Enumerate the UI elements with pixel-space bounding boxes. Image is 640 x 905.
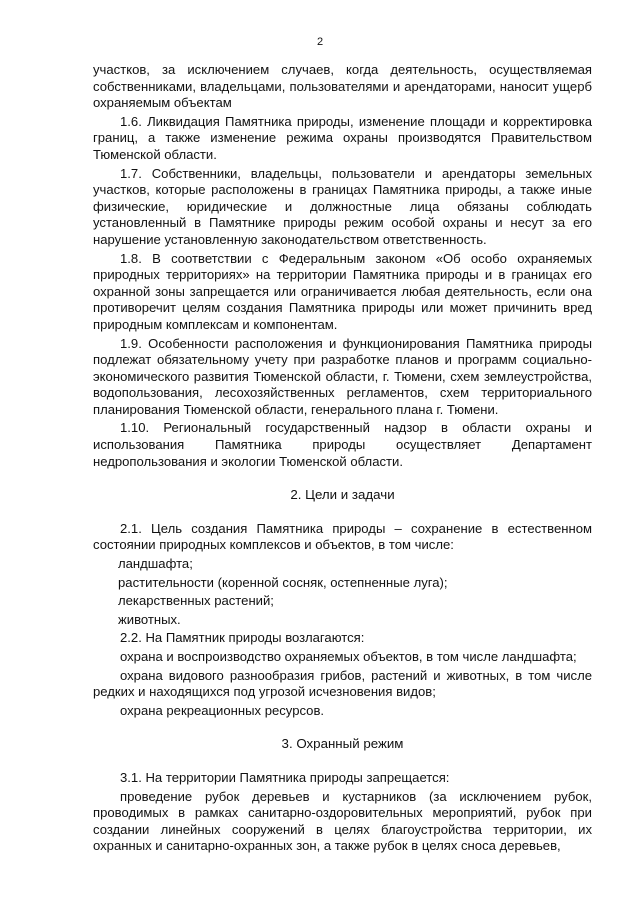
goal-item: ландшафта;	[118, 556, 193, 572]
task-item: охрана рекреационных ресурсов.	[120, 702, 325, 718]
task-item: охрана и воспроизводство охраняемых объектов, в том числе ландшафта;	[120, 649, 577, 664]
document-body	[93, 62, 592, 857]
paragraph-1-9: 1.9. Особенности расположения и функционирования Памятника природы подлежат обязательному учету при разработке планов и программ социально-экономического развития Тюменской области, г. Тюмени, схем землеустройства, водопользования, лесохозяйственных регламентов, схем территориального планирования Тюменской области, генерального плана г. Тюмени.	[93, 335, 592, 417]
goal-item: животных.	[118, 611, 181, 627]
paragraph-2-2: 2.2. На Памятник природы возлагаются:	[120, 630, 365, 646]
paragraph-1-7: 1.7. Собственники, владельцы, пользователи и арендаторы земельных участков, которые расположены в границах Памятника природы, а также иные физические, юридические и должностные лица обязаны соблюдать установленный в Памятнике природы режим особой охраны и несут за его нарушение установленную законодательством ответственность.	[93, 165, 592, 247]
page-number: 2	[316, 36, 324, 48]
paragraph-1-8: 1.8. В соответствии с Федеральным законом «Об особо охраняемых природных территориях» на территории Памятника природы и в границах его охранной зоны запрещается или ограничивается любая деятельность, если она противоречит целям создания Памятника природы или может причинить вред природным комплексам и компонентам.	[93, 250, 592, 332]
goal-item: лекарственных растений;	[118, 593, 274, 609]
goal-item: растительности (коренной сосняк, остепненные луга);	[118, 574, 448, 590]
paragraph-logging: проведение рубок деревьев и кустарников (за исключением рубок, проводимых в рамках санитарно-оздоровительных мероприятий, рубок при создании линейных сооружений в целях благоустройства территории, их охранных и санитарно-охранных зон, а также рубок в целях сноса деревьев,	[93, 788, 592, 854]
paragraph-1-6: 1.6. Ликвидация Памятника природы, изменение площади и корректировка границ, а также изменение режима охраны производятся Правительством Тюменской области.	[93, 113, 592, 162]
paragraph-3-1: 3.1. На территории Памятника природы запрещается:	[120, 769, 450, 785]
section-3-heading: 3. Охранный режим	[281, 736, 404, 752]
paragraph-1-10: 1.10. Региональный государственный надзор в области охраны и использования Памятника природы осуществляет Департамент недропользования и экологии Тюменской области.	[93, 420, 592, 469]
paragraph-2-1: 2.1. Цель создания Памятника природы – сохранение в естественном состоянии природных комплексов и объектов, в том числе:	[93, 520, 592, 553]
task-item: охрана видового разнообразия грибов, растений и животных, в том числе редких и находящихся под угрозой исчезновения видов;	[93, 667, 592, 700]
paragraph-continuation: участков, за исключением случаев, когда деятельность, осуществляемая собственниками, владельцами, пользователями и арендаторами, наносит ущерб охраняемым объектам	[93, 62, 592, 111]
section-2-heading: 2. Цели и задачи	[290, 487, 395, 503]
